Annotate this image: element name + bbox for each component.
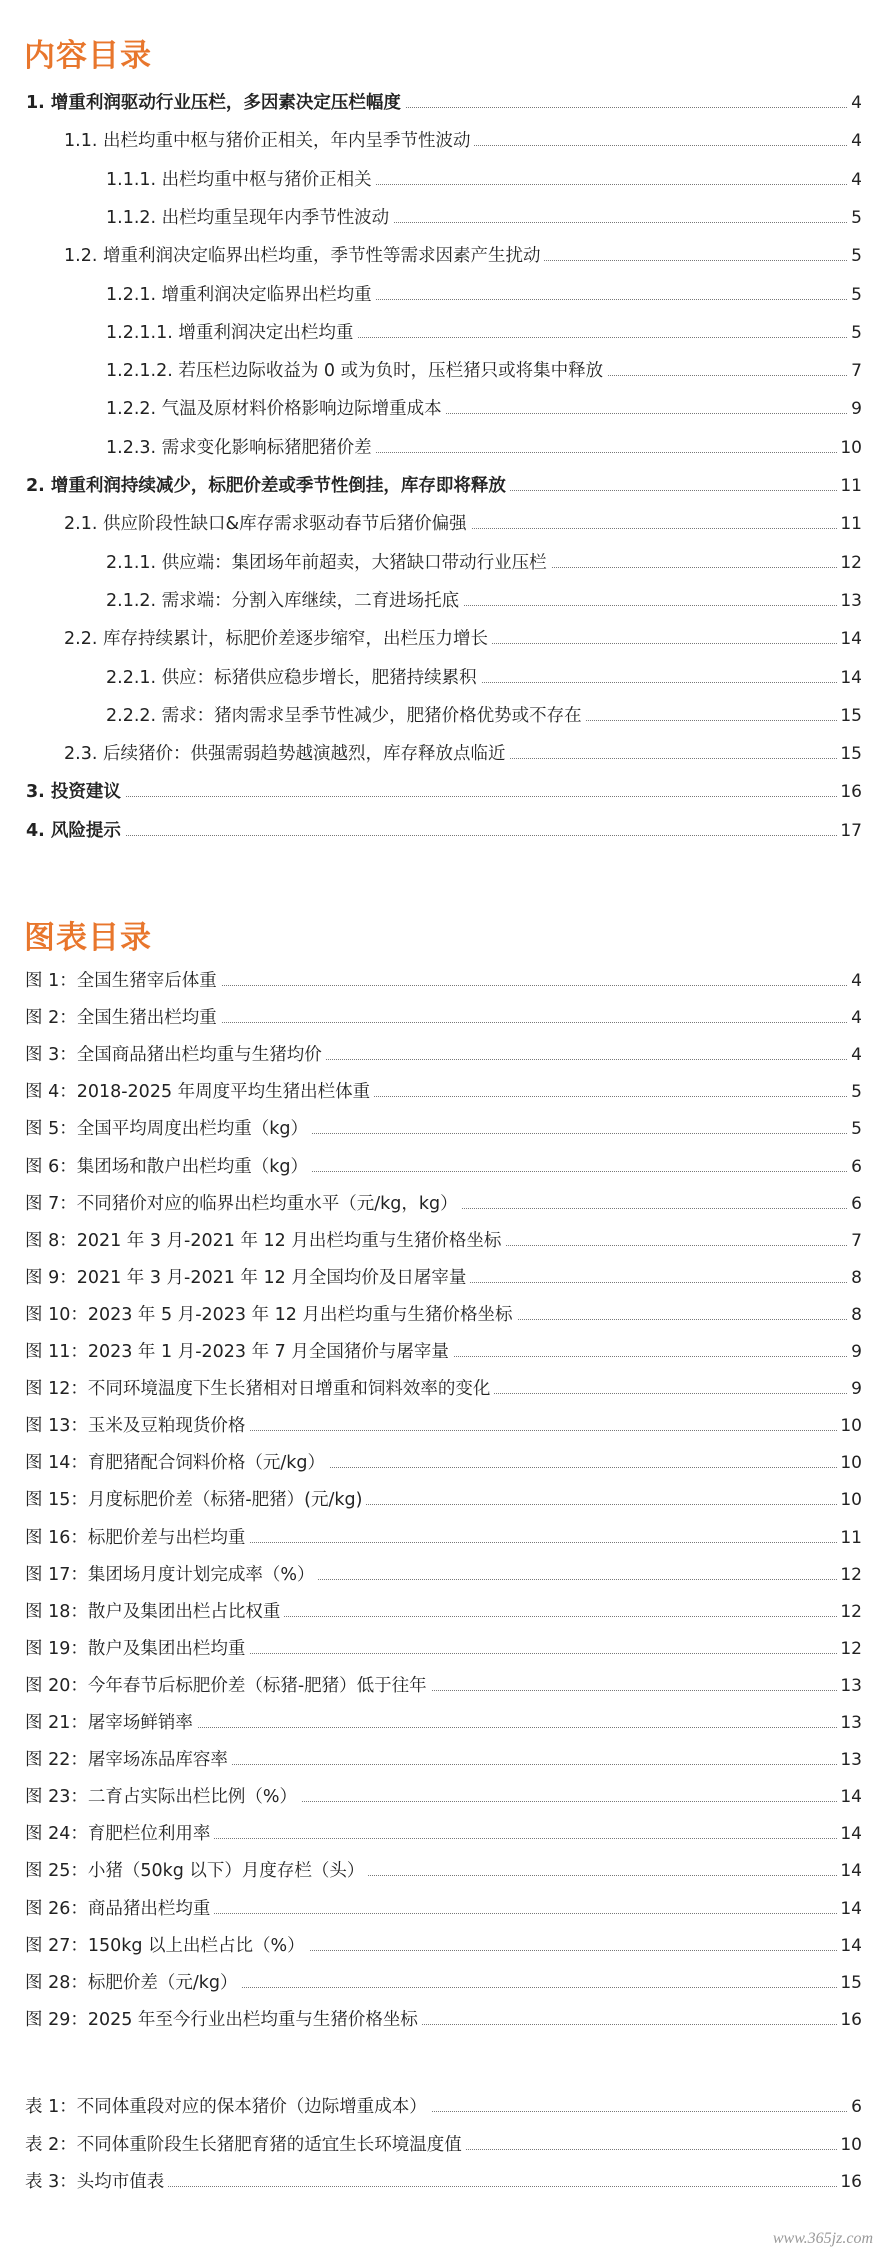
figure-entry-label: 图 13：玉米及豆粕现货价格 (25, 1411, 249, 1441)
toc-entry-page-number: 11 (837, 471, 862, 501)
toc-entry[interactable] (0, 433, 879, 463)
figure-entry-label: 图 11：2023 年 1 月-2023 年 7 月全国猪价与屠宰量 (25, 1337, 453, 1367)
figure-entry-page-number: 13 (837, 1745, 862, 1775)
toc-entry-label: 3. 投资建议 (26, 777, 125, 807)
figure-entry-label: 图 19：散户及集团出栏均重 (25, 1634, 249, 1664)
figure-entry-label: 图 9：2021 年 3 月-2021 年 12 月全国均价及日屠宰量 (25, 1263, 470, 1293)
figure-entry[interactable] (0, 1856, 879, 1886)
figure-entry[interactable] (0, 1671, 879, 1701)
figure-entry-label: 图 27：150kg 以上出栏占比（%） (25, 1931, 309, 1961)
toc-entry-page-number: 9 (848, 394, 862, 424)
toc-entry-label: 1.1.1. 出栏均重中枢与猪价正相关 (106, 165, 376, 195)
toc-entry-page-number: 4 (848, 126, 862, 156)
figure-entry[interactable] (0, 1597, 879, 1627)
figure-entry-label: 图 26：商品猪出栏均重 (25, 1894, 214, 1924)
leader-dots (30, 835, 851, 836)
toc-entry[interactable] (0, 586, 879, 616)
toc-entry-page-number: 7 (848, 356, 862, 386)
toc-entry-label: 2.2.1. 供应：标猪供应稳步增长，肥猪持续累积 (106, 663, 481, 693)
figure-entry[interactable] (0, 1819, 879, 1849)
toc-entry-label: 1.2.1. 增重利润决定临界出栏均重 (106, 280, 376, 310)
toc-entry[interactable] (0, 165, 879, 195)
toc-entry-label: 2. 增重利润持续减少，标肥价差或季节性倒挂，库存即将释放 (26, 471, 510, 501)
figure-entry-page-number: 14 (837, 1856, 862, 1886)
figure-entry-label: 图 4：2018-2025 年周度平均生猪出栏体重 (25, 1077, 374, 1107)
figure-entry-page-number: 4 (848, 1040, 862, 1070)
figure-entry-page-number: 12 (837, 1634, 862, 1664)
figure-entry-label: 图 24：育肥栏位利用率 (25, 1819, 214, 1849)
toc-entry-page-number: 5 (848, 318, 862, 348)
toc-entry-page-number: 17 (837, 816, 862, 846)
toc-entry-page-number: 5 (848, 241, 862, 271)
toc-entry-label: 2.2. 库存持续累计，标肥价差逐步缩窄，出栏压力增长 (64, 624, 492, 654)
figure-entry-page-number: 9 (848, 1337, 862, 1367)
toc-entry-page-number: 4 (848, 88, 862, 118)
figure-entry[interactable] (0, 1708, 879, 1738)
toc-entry-label: 1.2.2. 气温及原材料价格影响边际增重成本 (106, 394, 446, 424)
toc-entry[interactable] (0, 280, 879, 310)
figure-entry-page-number: 4 (848, 966, 862, 996)
figure-entry-page-number: 6 (848, 1189, 862, 1219)
toc-entry-page-number: 14 (837, 663, 862, 693)
figure-entry[interactable] (0, 1300, 879, 1330)
figure-entry[interactable] (0, 1894, 879, 1924)
toc-entry-label: 2.2.2. 需求：猪肉需求呈季节性减少，肥猪价格优势或不存在 (106, 701, 586, 731)
figure-entry-label: 图 12：不同环境温度下生长猪相对日增重和饲料效率的变化 (25, 1374, 494, 1404)
figure-entry-page-number: 15 (837, 1968, 862, 1998)
table-entry-page-number: 16 (837, 2167, 862, 2197)
figure-entry-page-number: 13 (837, 1671, 862, 1701)
figure-entry[interactable] (0, 1040, 879, 1070)
figure-entry-label: 图 7：不同猪价对应的临界出栏均重水平（元/kg，kg） (25, 1189, 462, 1219)
figure-entry-page-number: 10 (837, 1485, 862, 1515)
figure-entry-page-number: 10 (837, 1411, 862, 1441)
figure-entry[interactable] (0, 966, 879, 996)
toc-entry-label: 2.1.1. 供应端：集团场年前超卖，大猪缺口带动行业压栏 (106, 548, 551, 578)
toc-title: 内容目录 (24, 38, 152, 74)
figure-entry[interactable] (0, 1485, 879, 1515)
figure-entry-label: 图 1：全国生猪宰后体重 (25, 966, 221, 996)
figure-entry-page-number: 14 (837, 1819, 862, 1849)
figure-entry[interactable] (0, 1374, 879, 1404)
toc-entry-page-number: 5 (848, 203, 862, 233)
figure-entry-page-number: 6 (848, 1152, 862, 1182)
figure-entry-page-number: 14 (837, 1931, 862, 1961)
figure-entry[interactable] (0, 1152, 879, 1182)
toc-entry[interactable] (0, 471, 879, 501)
figure-entry[interactable] (0, 1745, 879, 1775)
watermark: www.365jz.com (772, 2230, 873, 2247)
table-entry-label: 表 2：不同体重阶段生长猪肥育猪的适宜生长环境温度值 (25, 2130, 466, 2160)
figure-entry-label: 图 10：2023 年 5 月-2023 年 12 月出栏均重与生猪价格坐标 (25, 1300, 517, 1330)
table-entry-page-number: 10 (837, 2130, 862, 2160)
figure-entry-label: 图 6：集团场和散户出栏均重（kg） (25, 1152, 312, 1182)
figure-entry-page-number: 4 (848, 1003, 862, 1033)
toc-entry-page-number: 10 (837, 433, 862, 463)
toc-entry[interactable] (0, 126, 879, 156)
figure-entry-label: 图 8：2021 年 3 月-2021 年 12 月出栏均重与生猪价格坐标 (25, 1226, 505, 1256)
toc-entry-page-number: 12 (837, 548, 862, 578)
figure-entry-page-number: 11 (837, 1523, 862, 1553)
figure-entry[interactable] (0, 1968, 879, 1998)
figure-entry-label: 图 15：月度标肥价差（标猪-肥猪）(元/kg) (25, 1485, 366, 1515)
figure-entry-label: 图 5：全国平均周度出栏均重（kg） (25, 1114, 312, 1144)
toc-entry[interactable] (0, 816, 879, 846)
figure-entry[interactable] (0, 1226, 879, 1256)
figure-entry-label: 图 17：集团场月度计划完成率（%） (25, 1560, 318, 1590)
figure-entry-label: 图 16：标肥价差与出栏均重 (25, 1523, 249, 1553)
figure-entry-label: 图 28：标肥价差（元/kg） (25, 1968, 241, 1998)
figure-entry-label: 图 18：散户及集团出栏占比权重 (25, 1597, 284, 1627)
toc-entry[interactable] (0, 88, 879, 118)
figure-entry[interactable] (0, 1003, 879, 1033)
toc-entry[interactable] (0, 624, 879, 654)
figure-entry-page-number: 5 (848, 1077, 862, 1107)
toc-entry-label: 1.1.2. 出栏均重呈现年内季节性波动 (106, 203, 393, 233)
toc-entry-label: 2.1.2. 需求端：分割入库继续，二育进场托底 (106, 586, 463, 616)
figure-entry-label: 图 22：屠宰场冻品库容率 (25, 1745, 232, 1775)
figure-entry-label: 图 14：育肥猪配合饲料价格（元/kg） (25, 1448, 329, 1478)
toc-entry[interactable] (0, 509, 879, 539)
figure-entry-label: 图 25：小猪（50kg 以下）月度存栏（头） (25, 1856, 368, 1886)
toc-entry[interactable] (0, 663, 879, 693)
toc-entry[interactable] (0, 777, 879, 807)
figure-entry[interactable] (0, 1077, 879, 1107)
toc-entry-label: 1.2. 增重利润决定临界出栏均重，季节性等需求因素产生扰动 (64, 241, 544, 271)
toc-entry-page-number: 13 (837, 586, 862, 616)
toc-entry-label: 1.1. 出栏均重中枢与猪价正相关，年内呈季节性波动 (64, 126, 474, 156)
figure-entry-page-number: 12 (837, 1560, 862, 1590)
toc-entry-page-number: 11 (837, 509, 862, 539)
figures-title: 图表目录 (24, 920, 152, 956)
figure-entry[interactable] (0, 1634, 879, 1664)
toc-entry-page-number: 15 (837, 701, 862, 731)
table-entry[interactable] (0, 2167, 879, 2197)
figure-entry[interactable] (0, 1337, 879, 1367)
toc-entry[interactable] (0, 394, 879, 424)
toc-entry[interactable] (0, 203, 879, 233)
figure-entry-page-number: 16 (837, 2005, 862, 2035)
figure-entry[interactable] (0, 1931, 879, 1961)
figure-entry-page-number: 14 (837, 1894, 862, 1924)
toc-entry-page-number: 16 (837, 777, 862, 807)
toc-entry[interactable] (0, 241, 879, 271)
toc-entry-page-number: 4 (848, 165, 862, 195)
figure-entry-label: 图 21：屠宰场鲜销率 (25, 1708, 197, 1738)
figure-entry[interactable] (0, 1782, 879, 1812)
toc-entry-label: 4. 风险提示 (26, 816, 125, 846)
figure-entry-page-number: 14 (837, 1782, 862, 1812)
figure-entry-label: 图 20：今年春节后标肥价差（标猪-肥猪）低于往年 (25, 1671, 431, 1701)
toc-entry[interactable] (0, 356, 879, 386)
toc-entry[interactable] (0, 548, 879, 578)
toc-entry-page-number: 5 (848, 280, 862, 310)
figure-entry-page-number: 5 (848, 1114, 862, 1144)
figure-entry-page-number: 9 (848, 1374, 862, 1404)
figure-entry-label: 图 23：二育占实际出栏比例（%） (25, 1782, 301, 1812)
figure-entry-label: 图 29：2025 年至今行业出栏均重与生猪价格坐标 (25, 2005, 422, 2035)
toc-entry-label: 1. 增重利润驱动行业压栏，多因素决定压栏幅度 (26, 88, 405, 118)
toc-entry-page-number: 14 (837, 624, 862, 654)
figure-entry-page-number: 7 (848, 1226, 862, 1256)
figure-entry[interactable] (0, 1560, 879, 1590)
table-entry-label: 表 1：不同体重段对应的保本猪价（边际增重成本） (25, 2092, 431, 2122)
figure-entry[interactable] (0, 1114, 879, 1144)
table-entry[interactable] (0, 2130, 879, 2160)
toc-entry-page-number: 15 (837, 739, 862, 769)
figure-entry[interactable] (0, 1263, 879, 1293)
toc-entry[interactable] (0, 318, 879, 348)
figure-entry-label: 图 3：全国商品猪出栏均重与生猪均价 (25, 1040, 326, 1070)
figure-entry[interactable] (0, 1448, 879, 1478)
table-entry[interactable] (0, 2092, 879, 2122)
figure-entry[interactable] (0, 1189, 879, 1219)
figure-entry-page-number: 12 (837, 1597, 862, 1627)
figure-entry[interactable] (0, 2005, 879, 2035)
figure-entry[interactable] (0, 1523, 879, 1553)
figure-entry[interactable] (0, 1411, 879, 1441)
figure-entry-label: 图 2：全国生猪出栏均重 (25, 1003, 221, 1033)
figure-entry-page-number: 8 (848, 1300, 862, 1330)
figure-entry-page-number: 13 (837, 1708, 862, 1738)
figure-entry-page-number: 8 (848, 1263, 862, 1293)
toc-entry-label: 1.2.1.1. 增重利润决定出栏均重 (106, 318, 357, 348)
leader-dots (30, 796, 851, 797)
toc-entry-label: 2.3. 后续猪价：供强需弱趋势越演越烈，库存释放点临近 (64, 739, 509, 769)
table-entry-label: 表 3：头均市值表 (25, 2167, 168, 2197)
table-entry-page-number: 6 (848, 2092, 862, 2122)
toc-entry-label: 2.1. 供应阶段性缺口&库存需求驱动春节后猪价偏强 (64, 509, 471, 539)
toc-entry-label: 1.2.3. 需求变化影响标猪肥猪价差 (106, 433, 376, 463)
toc-entry[interactable] (0, 739, 879, 769)
toc-entry-label: 1.2.1.2. 若压栏边际收益为 0 或为负时，压栏猪只或将集中释放 (106, 356, 607, 386)
toc-entry[interactable] (0, 701, 879, 731)
figure-entry-page-number: 10 (837, 1448, 862, 1478)
